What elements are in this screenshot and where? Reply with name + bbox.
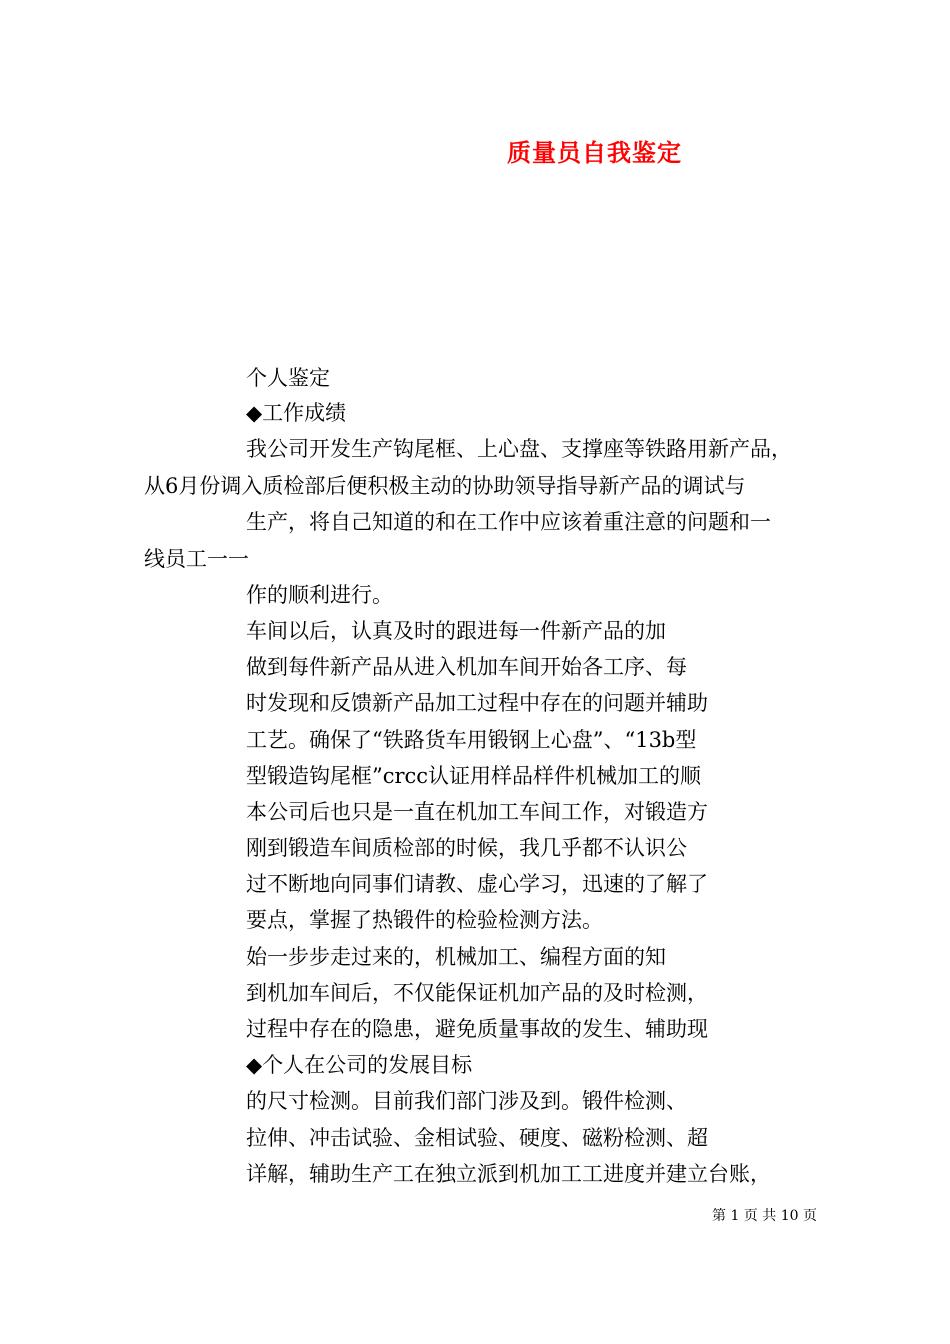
body-line: 个人鉴定 xyxy=(246,366,330,390)
body-line: 时发现和反馈新产品加工过程中存在的问题并辅助 xyxy=(246,691,708,715)
body-line: 我公司开发生产钩尾框、上心盘、支撑座等铁路用新产品， xyxy=(246,437,792,461)
body-line: 要点，掌握了热锻件的检验检测方法。 xyxy=(246,908,603,932)
body-line: 刚到锻造车间质检部的时候，我几乎都不认识公 xyxy=(246,836,687,860)
body-line: 到机加车间后，不仅能保证机加产品的及时检测， xyxy=(246,981,708,1005)
body-line: 的尺寸检测。目前我们部门涉及到。锻件检测、 xyxy=(246,1089,687,1113)
body-line: 线员工一一 xyxy=(144,547,249,571)
page-footer: 第 1 页 共 10 页 xyxy=(712,1208,817,1224)
body-line: 车间以后，认真及时的跟进每一件新产品的加 xyxy=(246,619,666,643)
section-heading: ◆个人在公司的发展目标 xyxy=(246,1053,473,1077)
body-line: 过不断地向同事们请教、虚心学习，迅速的了解了 xyxy=(246,872,708,896)
body-line: 过程中存在的隐患，避免质量事故的发生、辅助现 xyxy=(246,1017,708,1041)
body-line: 生产，将自己知道的和在工作中应该着重注意的问题和一 xyxy=(246,510,771,534)
section-heading: ◆工作成绩 xyxy=(246,401,347,425)
body-line: 从6月份调入质检部后便积极主动的协助领导指导新产品的调试与 xyxy=(144,474,746,498)
document-title: 质量员自我鉴定 xyxy=(507,138,682,167)
body-line: 作的顺利进行。 xyxy=(246,583,393,607)
body-line: 做到每件新产品从进入机加车间开始各工序、每 xyxy=(246,655,687,679)
body-line: 详解，辅助生产工在独立派到机加工工进度并建立台账， xyxy=(246,1162,771,1186)
body-line: 始一步步走过来的，机械加工、编程方面的知 xyxy=(246,945,666,969)
body-line: 本公司后也只是一直在机加工车间工作，对锻造方 xyxy=(246,800,708,824)
body-line: 拉伸、冲击试验、金相试验、硬度、磁粉检测、超 xyxy=(246,1126,708,1150)
body-line: 工艺。确保了“铁路货车用锻钢上心盘”、“13b型 xyxy=(246,728,697,752)
body-line: 型锻造钩尾框”crcc认证用样品样件机械加工的顺 xyxy=(246,764,702,788)
